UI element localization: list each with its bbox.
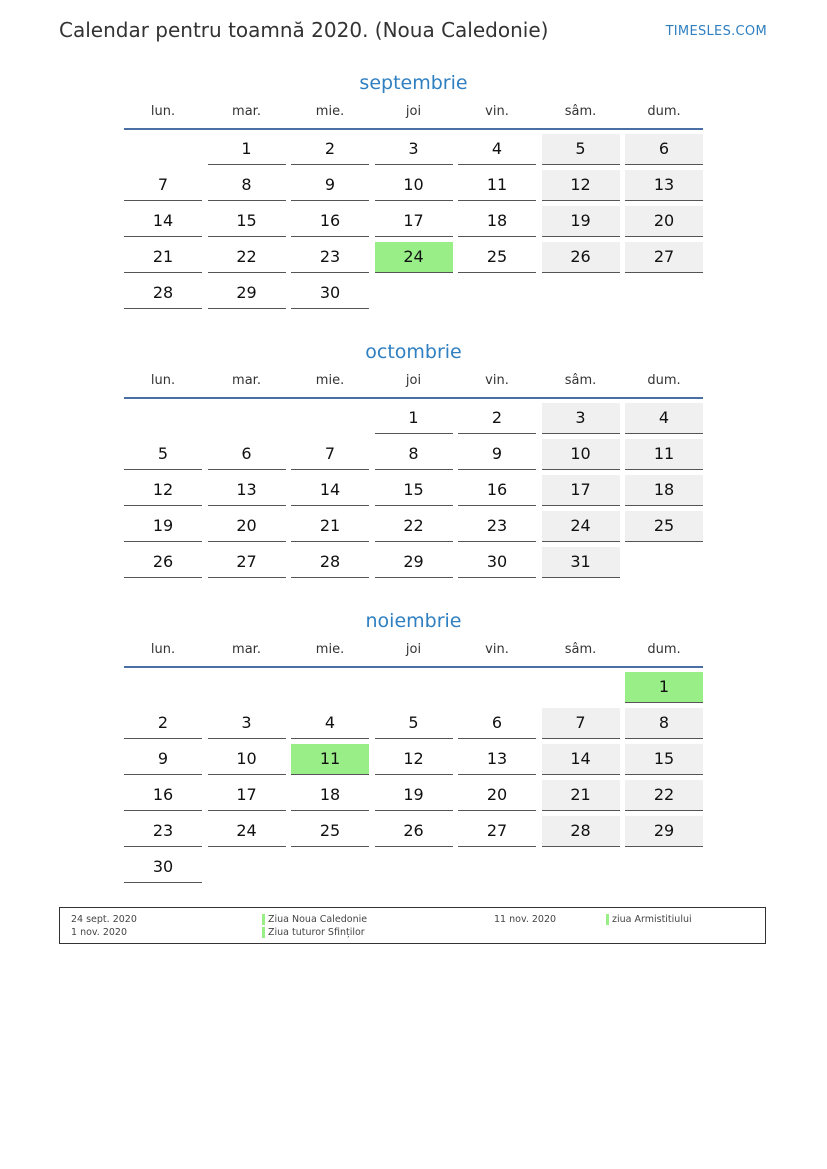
empty-cell [208,852,286,883]
day-cell[interactable]: 10 [542,439,620,470]
weekday-header [124,640,703,668]
brand-link[interactable]: TIMESLES.COM [665,24,767,39]
day-cell[interactable]: 28 [124,278,202,309]
empty-cell [625,852,703,883]
day-cell[interactable]: 12 [542,170,620,201]
day-cell[interactable]: 29 [375,547,453,578]
day-cell[interactable]: 26 [375,816,453,847]
month-noiembrie [124,608,703,888]
weekday-label: mar. [232,373,261,388]
weekday-label: sâm. [564,104,597,119]
day-cell[interactable]: 14 [542,744,620,775]
legend-row [60,926,765,939]
empty-cell [375,278,453,309]
weekday-label: mar. [232,104,261,119]
day-cell[interactable]: 8 [375,439,453,470]
weekday-label: mar. [232,642,261,657]
day-cell[interactable]: 23 [124,816,202,847]
day-cell[interactable]: 16 [291,206,369,237]
day-cell[interactable]: 10 [375,170,453,201]
empty-cell [375,672,453,703]
day-cell[interactable]: 18 [458,206,536,237]
day-cell[interactable]: 2 [124,708,202,739]
empty-cell [542,852,620,883]
empty-cell [124,134,202,165]
week-row [124,780,703,811]
day-cell[interactable]: 19 [124,511,202,542]
weekday-label: joi [405,373,422,388]
day-cell[interactable]: 9 [458,439,536,470]
month-title: noiembrie [365,610,462,632]
day-cell[interactable]: 4 [458,134,536,165]
day-cell[interactable]: 22 [208,242,286,273]
day-cell[interactable]: 7 [291,439,369,470]
day-cell[interactable]: 6 [208,439,286,470]
empty-cell [124,672,202,703]
weekday-label: mie. [315,104,345,119]
empty-cell [458,278,536,309]
weekday-label: joi [405,642,422,657]
day-cell[interactable]: 26 [124,547,202,578]
weekday-label: sâm. [564,642,597,657]
day-cell[interactable]: 27 [458,816,536,847]
weekday-label: vin. [485,373,509,388]
day-cell[interactable]: 13 [458,744,536,775]
week-row [124,134,703,165]
day-cell[interactable]: 30 [291,278,369,309]
day-cell[interactable]: 25 [625,511,703,542]
day-cell[interactable]: 8 [625,708,703,739]
day-cell[interactable]: 16 [124,780,202,811]
empty-cell [625,278,703,309]
day-cell[interactable]: 1 [208,134,286,165]
day-cell[interactable]: 9 [124,744,202,775]
holiday-day-cell[interactable]: 1 [625,672,703,703]
week-row [124,206,703,237]
week-row [124,242,703,273]
month-septembrie [124,70,703,314]
day-cell[interactable]: 19 [542,206,620,237]
day-cell[interactable]: 21 [124,242,202,273]
day-cell[interactable]: 20 [625,206,703,237]
day-cell[interactable]: 5 [375,708,453,739]
day-cell[interactable]: 3 [208,708,286,739]
empty-cell [458,672,536,703]
day-cell[interactable]: 14 [124,206,202,237]
empty-cell [208,403,286,434]
page-title: Calendar pentru toamnă 2020. (Noua Caledonie) [59,18,549,42]
weekday-label: vin. [485,642,509,657]
day-cell[interactable]: 7 [124,170,202,201]
week-row [124,708,703,739]
day-cell[interactable]: 12 [375,744,453,775]
day-cell[interactable]: 18 [625,475,703,506]
day-cell[interactable]: 19 [375,780,453,811]
month-octombrie [124,339,703,583]
weekday-label: joi [405,104,422,119]
empty-cell [542,278,620,309]
week-row [124,816,703,847]
legend-date: 11 nov. 2020 [494,914,557,925]
week-row [124,475,703,506]
legend-holiday-name: Ziua tuturor Sfinților [262,926,365,939]
week-row [124,744,703,775]
day-cell[interactable]: 11 [458,170,536,201]
holiday-legend [59,907,766,944]
day-cell[interactable]: 15 [208,206,286,237]
weekday-label: sâm. [564,373,597,388]
day-cell[interactable]: 5 [124,439,202,470]
day-cell[interactable]: 14 [291,475,369,506]
empty-cell [208,672,286,703]
day-cell[interactable]: 7 [542,708,620,739]
day-cell[interactable]: 4 [625,403,703,434]
week-row [124,852,703,883]
day-cell[interactable]: 20 [208,511,286,542]
empty-cell [542,672,620,703]
day-cell[interactable]: 29 [208,278,286,309]
week-row [124,672,703,703]
day-cell[interactable]: 17 [375,206,453,237]
empty-cell [291,852,369,883]
empty-cell [291,403,369,434]
day-cell[interactable]: 24 [542,511,620,542]
day-cell[interactable]: 8 [208,170,286,201]
day-cell[interactable]: 20 [458,780,536,811]
day-cell[interactable]: 17 [542,475,620,506]
day-cell[interactable]: 13 [625,170,703,201]
weekday-label: lun. [150,642,176,657]
day-cell[interactable]: 29 [625,816,703,847]
weekday-label: dum. [647,373,681,388]
day-cell[interactable]: 12 [124,475,202,506]
day-cell[interactable]: 31 [542,547,620,578]
day-cell[interactable]: 21 [542,780,620,811]
day-cell[interactable]: 25 [458,242,536,273]
week-row [124,403,703,434]
weekday-label: lun. [150,373,176,388]
day-cell[interactable]: 27 [208,547,286,578]
legend-row [60,913,765,926]
week-row [124,278,703,309]
weekday-label: mie. [315,642,345,657]
day-cell[interactable]: 21 [291,511,369,542]
empty-cell [625,547,703,578]
day-cell[interactable]: 3 [542,403,620,434]
day-cell[interactable]: 6 [625,134,703,165]
day-cell[interactable]: 23 [458,511,536,542]
day-cell[interactable]: 25 [291,816,369,847]
holiday-day-cell[interactable]: 24 [375,242,453,273]
day-cell[interactable]: 10 [208,744,286,775]
weekday-label: vin. [485,104,509,119]
day-cell[interactable]: 26 [542,242,620,273]
legend-holiday-name: Ziua Noua Caledonie [262,913,367,926]
weekday-label: mie. [315,373,345,388]
day-cell[interactable]: 6 [458,708,536,739]
week-row [124,439,703,470]
month-title: octombrie [365,341,462,363]
day-cell[interactable]: 15 [625,744,703,775]
weekday-header [124,371,703,399]
day-cell[interactable]: 27 [625,242,703,273]
week-row [124,547,703,578]
day-cell[interactable]: 9 [291,170,369,201]
day-cell[interactable]: 30 [458,547,536,578]
empty-cell [124,403,202,434]
weekday-label: dum. [647,642,681,657]
legend-holiday-name: ziua Armistitiului [606,913,692,926]
day-cell[interactable]: 28 [291,547,369,578]
week-row [124,170,703,201]
day-cell[interactable]: 28 [542,816,620,847]
day-cell[interactable]: 5 [542,134,620,165]
month-title: septembrie [359,72,468,94]
day-cell[interactable]: 22 [625,780,703,811]
day-cell[interactable]: 4 [291,708,369,739]
holiday-day-cell[interactable]: 11 [291,744,369,775]
day-cell[interactable]: 24 [208,816,286,847]
week-row [124,511,703,542]
day-cell[interactable]: 16 [458,475,536,506]
day-cell[interactable]: 2 [458,403,536,434]
legend-date: 24 sept. 2020 [71,914,137,925]
empty-cell [291,672,369,703]
weekday-label: lun. [150,104,176,119]
empty-cell [458,852,536,883]
day-cell[interactable]: 30 [124,852,202,883]
day-cell[interactable]: 23 [291,242,369,273]
day-cell[interactable]: 13 [208,475,286,506]
day-cell[interactable]: 18 [291,780,369,811]
day-cell[interactable]: 22 [375,511,453,542]
legend-date: 1 nov. 2020 [71,927,127,938]
empty-cell [375,852,453,883]
day-cell[interactable]: 1 [375,403,453,434]
day-cell[interactable]: 11 [625,439,703,470]
day-cell[interactable]: 15 [375,475,453,506]
day-cell[interactable]: 17 [208,780,286,811]
weekday-label: dum. [647,104,681,119]
day-cell[interactable]: 3 [375,134,453,165]
day-cell[interactable]: 2 [291,134,369,165]
weekday-header [124,102,703,130]
